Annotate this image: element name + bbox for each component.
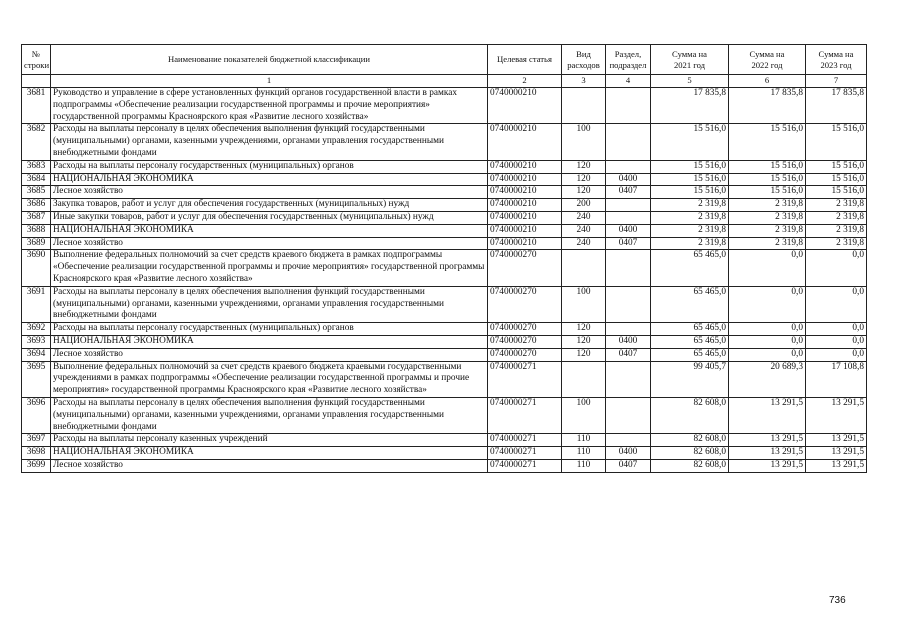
table-row bbox=[22, 250, 867, 286]
row-target-code: 0740000210 bbox=[488, 173, 562, 186]
row-section: 0400 bbox=[606, 173, 651, 186]
row-name: Расходы на выплаты персоналу в целях обеспечения выполнения функций государственными (муниципальными) органами, казенными учреждениями, органами управления государственными внебюджетными фондами bbox=[51, 286, 488, 322]
row-number: 3687 bbox=[22, 211, 51, 224]
row-target-code: 0740000270 bbox=[488, 286, 562, 322]
row-section bbox=[606, 286, 651, 322]
row-target-code: 0740000210 bbox=[488, 211, 562, 224]
row-expense-type: 240 bbox=[562, 224, 606, 237]
row-sum-2022: 2 319,8 bbox=[729, 237, 806, 250]
row-section: 0407 bbox=[606, 348, 651, 361]
row-sum-2022: 0,0 bbox=[729, 286, 806, 322]
row-section: 0407 bbox=[606, 459, 651, 472]
row-sum-2022: 17 835,8 bbox=[729, 88, 806, 124]
row-sum-2021: 17 835,8 bbox=[651, 88, 729, 124]
row-number: 3699 bbox=[22, 459, 51, 472]
row-section: 0407 bbox=[606, 186, 651, 199]
column-number: 2 bbox=[488, 75, 562, 88]
row-section bbox=[606, 323, 651, 336]
column-number: 7 bbox=[806, 75, 867, 88]
row-sum-2023: 15 516,0 bbox=[806, 124, 867, 160]
row-number: 3698 bbox=[22, 447, 51, 460]
row-target-code: 0740000271 bbox=[488, 361, 562, 397]
row-section: 0400 bbox=[606, 224, 651, 237]
row-number: 3692 bbox=[22, 323, 51, 336]
row-sum-2022: 13 291,5 bbox=[729, 397, 806, 433]
row-sum-2023: 0,0 bbox=[806, 323, 867, 336]
row-target-code: 0740000271 bbox=[488, 459, 562, 472]
row-name: Расходы на выплаты персоналу в целях обеспечения выполнения функций государственными (муниципальными) органами, казенными учреждениями, органами управления государственными внебюджетными фондами bbox=[51, 124, 488, 160]
table-row bbox=[22, 224, 867, 237]
row-sum-2021: 82 608,0 bbox=[651, 459, 729, 472]
row-expense-type: 100 bbox=[562, 286, 606, 322]
row-sum-2022: 0,0 bbox=[729, 250, 806, 286]
table-row bbox=[22, 361, 867, 397]
row-sum-2021: 2 319,8 bbox=[651, 211, 729, 224]
row-name: НАЦИОНАЛЬНАЯ ЭКОНОМИКА bbox=[51, 173, 488, 186]
header-row bbox=[22, 45, 867, 75]
row-sum-2023: 13 291,5 bbox=[806, 447, 867, 460]
row-sum-2021: 65 465,0 bbox=[651, 348, 729, 361]
row-section: 0407 bbox=[606, 237, 651, 250]
row-sum-2021: 65 465,0 bbox=[651, 286, 729, 322]
row-sum-2021: 15 516,0 bbox=[651, 186, 729, 199]
page-number: 736 bbox=[829, 595, 846, 606]
table-row bbox=[22, 459, 867, 472]
row-sum-2021: 82 608,0 bbox=[651, 397, 729, 433]
row-sum-2022: 15 516,0 bbox=[729, 173, 806, 186]
row-expense-type: 120 bbox=[562, 160, 606, 173]
row-sum-2023: 2 319,8 bbox=[806, 224, 867, 237]
header-sum-2021: Сумма на 2021 год bbox=[651, 45, 729, 75]
row-name: Руководство и управление в сфере установленных функций органов государственной власти в рамках подпрограммы «Обеспечение реализации государственной программы и прочие мероприятия» государственной программы Красноярского края «Развитие лесного хозяйства» bbox=[51, 88, 488, 124]
row-name: Выполнение федеральных полномочий за счет средств краевого бюджета краевыми государственными учреждениями в рамках подпрограммы «Обеспечение реализации государственной программы и прочие мероприятия» государственной программы Красноярского края «Развитие лесного хозяйства» bbox=[51, 361, 488, 397]
header-sum-2023: Сумма на 2023 год bbox=[806, 45, 867, 75]
row-number: 3690 bbox=[22, 250, 51, 286]
row-expense-type: 120 bbox=[562, 348, 606, 361]
row-sum-2022: 13 291,5 bbox=[729, 434, 806, 447]
header-row-number: № строки bbox=[22, 45, 51, 75]
row-expense-type: 120 bbox=[562, 173, 606, 186]
row-section bbox=[606, 199, 651, 212]
row-expense-type bbox=[562, 250, 606, 286]
row-name: НАЦИОНАЛЬНАЯ ЭКОНОМИКА bbox=[51, 224, 488, 237]
row-name: НАЦИОНАЛЬНАЯ ЭКОНОМИКА bbox=[51, 447, 488, 460]
row-sum-2022: 2 319,8 bbox=[729, 199, 806, 212]
row-number: 3689 bbox=[22, 237, 51, 250]
row-name: Лесное хозяйство bbox=[51, 459, 488, 472]
row-number: 3693 bbox=[22, 335, 51, 348]
row-name: Закупка товаров, работ и услуг для обеспечения государственных (муниципальных) нужд bbox=[51, 199, 488, 212]
row-sum-2022: 0,0 bbox=[729, 323, 806, 336]
row-sum-2023: 13 291,5 bbox=[806, 397, 867, 433]
table-row bbox=[22, 88, 867, 124]
row-name: Лесное хозяйство bbox=[51, 348, 488, 361]
table-row bbox=[22, 397, 867, 433]
row-expense-type: 240 bbox=[562, 237, 606, 250]
row-sum-2023: 13 291,5 bbox=[806, 434, 867, 447]
table-row bbox=[22, 186, 867, 199]
row-expense-type: 120 bbox=[562, 323, 606, 336]
header-target: Целевая статья bbox=[488, 45, 562, 75]
row-target-code: 0740000210 bbox=[488, 186, 562, 199]
header-name: Наименование показателей бюджетной классификации bbox=[51, 45, 488, 75]
row-number: 3694 bbox=[22, 348, 51, 361]
row-section bbox=[606, 250, 651, 286]
row-sum-2021: 99 405,7 bbox=[651, 361, 729, 397]
row-expense-type bbox=[562, 361, 606, 397]
row-sum-2021: 15 516,0 bbox=[651, 173, 729, 186]
row-name: Расходы на выплаты персоналу казенных учреждений bbox=[51, 434, 488, 447]
column-number-row bbox=[22, 75, 867, 88]
row-expense-type: 100 bbox=[562, 124, 606, 160]
row-target-code: 0740000270 bbox=[488, 348, 562, 361]
row-target-code: 0740000270 bbox=[488, 250, 562, 286]
row-section bbox=[606, 88, 651, 124]
row-sum-2023: 2 319,8 bbox=[806, 237, 867, 250]
column-number: 3 bbox=[562, 75, 606, 88]
row-sum-2021: 2 319,8 bbox=[651, 237, 729, 250]
row-section bbox=[606, 160, 651, 173]
column-number: 5 bbox=[651, 75, 729, 88]
table-row bbox=[22, 160, 867, 173]
row-sum-2023: 2 319,8 bbox=[806, 211, 867, 224]
row-sum-2022: 2 319,8 bbox=[729, 211, 806, 224]
column-number bbox=[22, 75, 51, 88]
column-number: 1 bbox=[51, 75, 488, 88]
row-expense-type: 120 bbox=[562, 335, 606, 348]
row-target-code: 0740000271 bbox=[488, 397, 562, 433]
row-sum-2021: 82 608,0 bbox=[651, 434, 729, 447]
row-sum-2023: 0,0 bbox=[806, 335, 867, 348]
row-sum-2022: 0,0 bbox=[729, 335, 806, 348]
row-number: 3688 bbox=[22, 224, 51, 237]
table-row bbox=[22, 447, 867, 460]
table-row bbox=[22, 124, 867, 160]
row-sum-2023: 13 291,5 bbox=[806, 459, 867, 472]
row-name: Иные закупки товаров, работ и услуг для обеспечения государственных (муниципальных) нужд bbox=[51, 211, 488, 224]
table-row bbox=[22, 348, 867, 361]
column-number: 4 bbox=[606, 75, 651, 88]
row-target-code: 0740000210 bbox=[488, 237, 562, 250]
row-sum-2021: 15 516,0 bbox=[651, 124, 729, 160]
row-expense-type bbox=[562, 88, 606, 124]
row-target-code: 0740000210 bbox=[488, 124, 562, 160]
row-sum-2022: 15 516,0 bbox=[729, 160, 806, 173]
row-sum-2023: 17 108,8 bbox=[806, 361, 867, 397]
row-number: 3696 bbox=[22, 397, 51, 433]
row-target-code: 0740000210 bbox=[488, 88, 562, 124]
row-sum-2023: 0,0 bbox=[806, 250, 867, 286]
row-sum-2022: 15 516,0 bbox=[729, 124, 806, 160]
table-row bbox=[22, 237, 867, 250]
row-expense-type: 110 bbox=[562, 447, 606, 460]
row-section: 0400 bbox=[606, 335, 651, 348]
budget-table bbox=[21, 44, 867, 473]
row-expense-type: 100 bbox=[562, 397, 606, 433]
row-number: 3682 bbox=[22, 124, 51, 160]
row-name: Лесное хозяйство bbox=[51, 237, 488, 250]
table-body bbox=[22, 88, 867, 473]
table-row bbox=[22, 286, 867, 322]
row-sum-2023: 0,0 bbox=[806, 286, 867, 322]
row-target-code: 0740000271 bbox=[488, 434, 562, 447]
row-sum-2022: 20 689,3 bbox=[729, 361, 806, 397]
row-sum-2023: 2 319,8 bbox=[806, 199, 867, 212]
table-row bbox=[22, 173, 867, 186]
row-expense-type: 200 bbox=[562, 199, 606, 212]
row-sum-2021: 2 319,8 bbox=[651, 224, 729, 237]
row-target-code: 0740000271 bbox=[488, 447, 562, 460]
row-sum-2022: 2 319,8 bbox=[729, 224, 806, 237]
table-row bbox=[22, 323, 867, 336]
row-sum-2022: 0,0 bbox=[729, 348, 806, 361]
row-section bbox=[606, 124, 651, 160]
row-sum-2021: 65 465,0 bbox=[651, 335, 729, 348]
row-expense-type: 120 bbox=[562, 186, 606, 199]
row-number: 3685 bbox=[22, 186, 51, 199]
table-row bbox=[22, 434, 867, 447]
row-sum-2021: 15 516,0 bbox=[651, 160, 729, 173]
table-row bbox=[22, 211, 867, 224]
row-expense-type: 110 bbox=[562, 434, 606, 447]
row-section: 0400 bbox=[606, 447, 651, 460]
row-name: Выполнение федеральных полномочий за счет средств краевого бюджета в рамках подпрограммы «Обеспечение реализации государственной программы и прочие мероприятия» государственной программы Красноярского края «Развитие лесного хозяйства» bbox=[51, 250, 488, 286]
row-number: 3681 bbox=[22, 88, 51, 124]
row-target-code: 0740000270 bbox=[488, 323, 562, 336]
row-sum-2023: 17 835,8 bbox=[806, 88, 867, 124]
row-number: 3683 bbox=[22, 160, 51, 173]
row-sum-2023: 15 516,0 bbox=[806, 186, 867, 199]
column-number: 6 bbox=[729, 75, 806, 88]
row-section bbox=[606, 211, 651, 224]
row-sum-2023: 0,0 bbox=[806, 348, 867, 361]
row-number: 3695 bbox=[22, 361, 51, 397]
row-target-code: 0740000270 bbox=[488, 335, 562, 348]
row-section bbox=[606, 397, 651, 433]
row-name: Лесное хозяйство bbox=[51, 186, 488, 199]
header-section: Раздел, подраздел bbox=[606, 45, 651, 75]
row-name: Расходы на выплаты персоналу государственных (муниципальных) органов bbox=[51, 160, 488, 173]
row-section bbox=[606, 434, 651, 447]
row-sum-2022: 13 291,5 bbox=[729, 459, 806, 472]
row-sum-2023: 15 516,0 bbox=[806, 160, 867, 173]
table-row bbox=[22, 199, 867, 212]
row-target-code: 0740000210 bbox=[488, 199, 562, 212]
row-sum-2021: 2 319,8 bbox=[651, 199, 729, 212]
row-number: 3691 bbox=[22, 286, 51, 322]
row-sum-2021: 82 608,0 bbox=[651, 447, 729, 460]
row-section bbox=[606, 361, 651, 397]
row-number: 3697 bbox=[22, 434, 51, 447]
table-row bbox=[22, 335, 867, 348]
header-type: Вид расходов bbox=[562, 45, 606, 75]
row-sum-2023: 15 516,0 bbox=[806, 173, 867, 186]
row-number: 3684 bbox=[22, 173, 51, 186]
header-sum-2022: Сумма на 2022 год bbox=[729, 45, 806, 75]
row-name: Расходы на выплаты персоналу государственных (муниципальных) органов bbox=[51, 323, 488, 336]
row-expense-type: 110 bbox=[562, 459, 606, 472]
row-sum-2021: 65 465,0 bbox=[651, 323, 729, 336]
row-number: 3686 bbox=[22, 199, 51, 212]
row-expense-type: 240 bbox=[562, 211, 606, 224]
row-sum-2022: 13 291,5 bbox=[729, 447, 806, 460]
row-name: НАЦИОНАЛЬНАЯ ЭКОНОМИКА bbox=[51, 335, 488, 348]
row-target-code: 0740000210 bbox=[488, 224, 562, 237]
row-sum-2022: 15 516,0 bbox=[729, 186, 806, 199]
row-sum-2021: 65 465,0 bbox=[651, 250, 729, 286]
row-name: Расходы на выплаты персоналу в целях обеспечения выполнения функций государственными (муниципальными) органами, казенными учреждениями, органами управления государственными внебюджетными фондами bbox=[51, 397, 488, 433]
row-target-code: 0740000210 bbox=[488, 160, 562, 173]
